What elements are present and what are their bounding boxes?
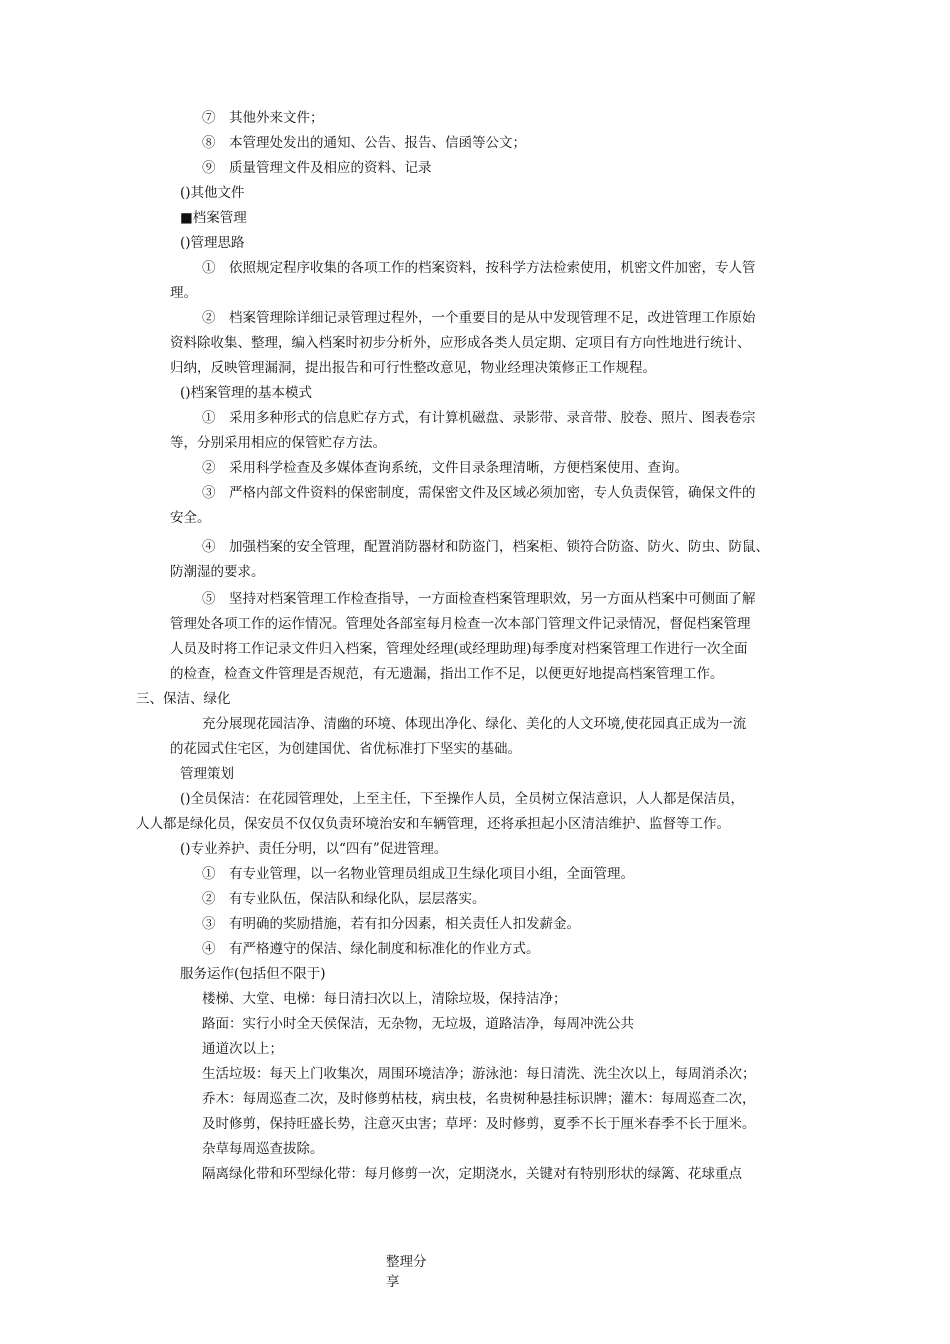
section-heading: 三、保洁、绿化 [136, 691, 231, 707]
text-line: 管理处各项工作的运作情况。管理处各部室每月检查一次本部门管理文件记录情况，督促档案管理 [170, 616, 751, 632]
text-line: ()其他文件 [180, 185, 245, 201]
text-line: ④ 加强档案的安全管理，配置消防器材和防盗门，档案柜、锁符合防盗、防火、防虫、防鼠、 [202, 539, 769, 555]
text-line: ① 采用多种形式的信息贮存方式，有计算机磁盘、录影带、录音带、胶卷、照片、图表卷宗 [202, 410, 756, 426]
text-line: 归纳，反映管理漏洞，提出报告和可行性整改意见，物业经理决策修正工作规程。 [170, 360, 656, 376]
text-line: ⑦ 其他外来文件； [202, 110, 324, 126]
text-line: 的花园式住宅区，为创建国优、省优标准打下坚实的基础。 [170, 741, 521, 757]
text-line: ()全员保洁：在花园管理处，上至主任，下至操作人员，全员树立保洁意识，人人都是保洁员， [180, 791, 745, 807]
text-line: 理。 [170, 285, 197, 301]
text-line: 的检查，检查文件管理是否规范，有无遗漏，指出工作不足，以便更好地提高档案管理工作。 [170, 666, 724, 682]
text-line: 资料除收集、整理，编入档案时初步分析外，应形成各类人员定期、定项目有方向性地进行统计、 [170, 335, 751, 351]
text-line: 杂草每周巡查拔除。 [202, 1141, 324, 1157]
text-line: 生活垃圾：每天上门收集次，周围环境洁净；游泳池：每日清洗、洗尘次以上，每周消杀次； [202, 1066, 756, 1082]
text-line: 路面：实行小时全天侯保洁，无杂物，无垃圾，道路洁净，每周冲洗公共 [202, 1016, 634, 1032]
subheading: 管理策划 [180, 766, 234, 782]
section-heading: ■档案管理 [180, 210, 247, 226]
text-line: 乔木：每周巡查二次，及时修剪枯枝，病虫枝，名贵树种悬挂标识牌；灌木：每周巡查二次， [202, 1091, 756, 1107]
text-line: 通道次以上； [202, 1041, 283, 1057]
text-line: ⑨ 质量管理文件及相应的资料、记录 [202, 160, 432, 176]
page-footer: 整理分享 [386, 1254, 427, 1290]
text-line: ③ 有明确的奖励措施，若有扣分因素，相关责任人扣发薪金。 [202, 916, 580, 932]
text-line: ()管理思路 [180, 235, 245, 251]
text-line: ()专业养护、责任分明，以“四有”促进管理。 [180, 841, 448, 857]
text-line: ()档案管理的基本模式 [180, 385, 313, 401]
text-line: 防潮湿的要求。 [170, 564, 265, 580]
text-line: 等，分别采用相应的保管贮存方法。 [170, 435, 386, 451]
text-line: 人员及时将工作记录文件归入档案，管理处经理(或经理助理)每季度对档案管理工作进行一次全面 [170, 641, 748, 657]
text-line: 充分展现花园洁净、清幽的环境、体现出净化、绿化、美化的人文环境,使花园真正成为一流 [202, 716, 747, 732]
text-line: 安全。 [170, 510, 211, 526]
text-line: 楼梯、大堂、电梯：每日清扫次以上，清除垃圾，保持洁净； [202, 991, 567, 1007]
text-line: ① 依照规定程序收集的各项工作的档案资料，按科学方法检索使用，机密文件加密，专人管 [202, 260, 756, 276]
text-line: 及时修剪，保持旺盛长势，注意灭虫害；草坪：及时修剪，夏季不长于厘米春季不长于厘米。 [202, 1116, 756, 1132]
text-line: ⑧ 本管理处发出的通知、公告、报告、信函等公文； [202, 135, 526, 151]
subheading: 服务运作(包括但不限于) [180, 966, 326, 982]
text-line: ③ 严格内部文件资料的保密制度，需保密文件及区域必须加密，专人负责保管，确保文件的 [202, 485, 756, 501]
text-line: ⑤ 坚持对档案管理工作检查指导，一方面检查档案管理职效，另一方面从档案中可侧面了解 [202, 591, 756, 607]
text-line: ④ 有严格遵守的保洁、绿化制度和标准化的作业方式。 [202, 941, 540, 957]
text-line: 人人都是绿化员，保安员不仅仅负责环境治安和车辆管理，还将承担起小区清洁维护、监督等工作。 [136, 816, 730, 832]
text-line: ② 档案管理除详细记录管理过程外，一个重要目的是从中发现管理不足，改进管理工作原始 [202, 310, 756, 326]
text-line: 隔离绿化带和环型绿化带：每月修剪一次，定期浇水，关键对有特别形状的绿篱、花球重点 [202, 1166, 742, 1182]
text-line: ① 有专业管理，以一名物业管理员组成卫生绿化项目小组，全面管理。 [202, 866, 634, 882]
text-line: ② 采用科学检查及多媒体查询系统，文件目录条理清晰，方便档案使用、查询。 [202, 460, 688, 476]
text-line: ② 有专业队伍，保洁队和绿化队，层层落实。 [202, 891, 486, 907]
